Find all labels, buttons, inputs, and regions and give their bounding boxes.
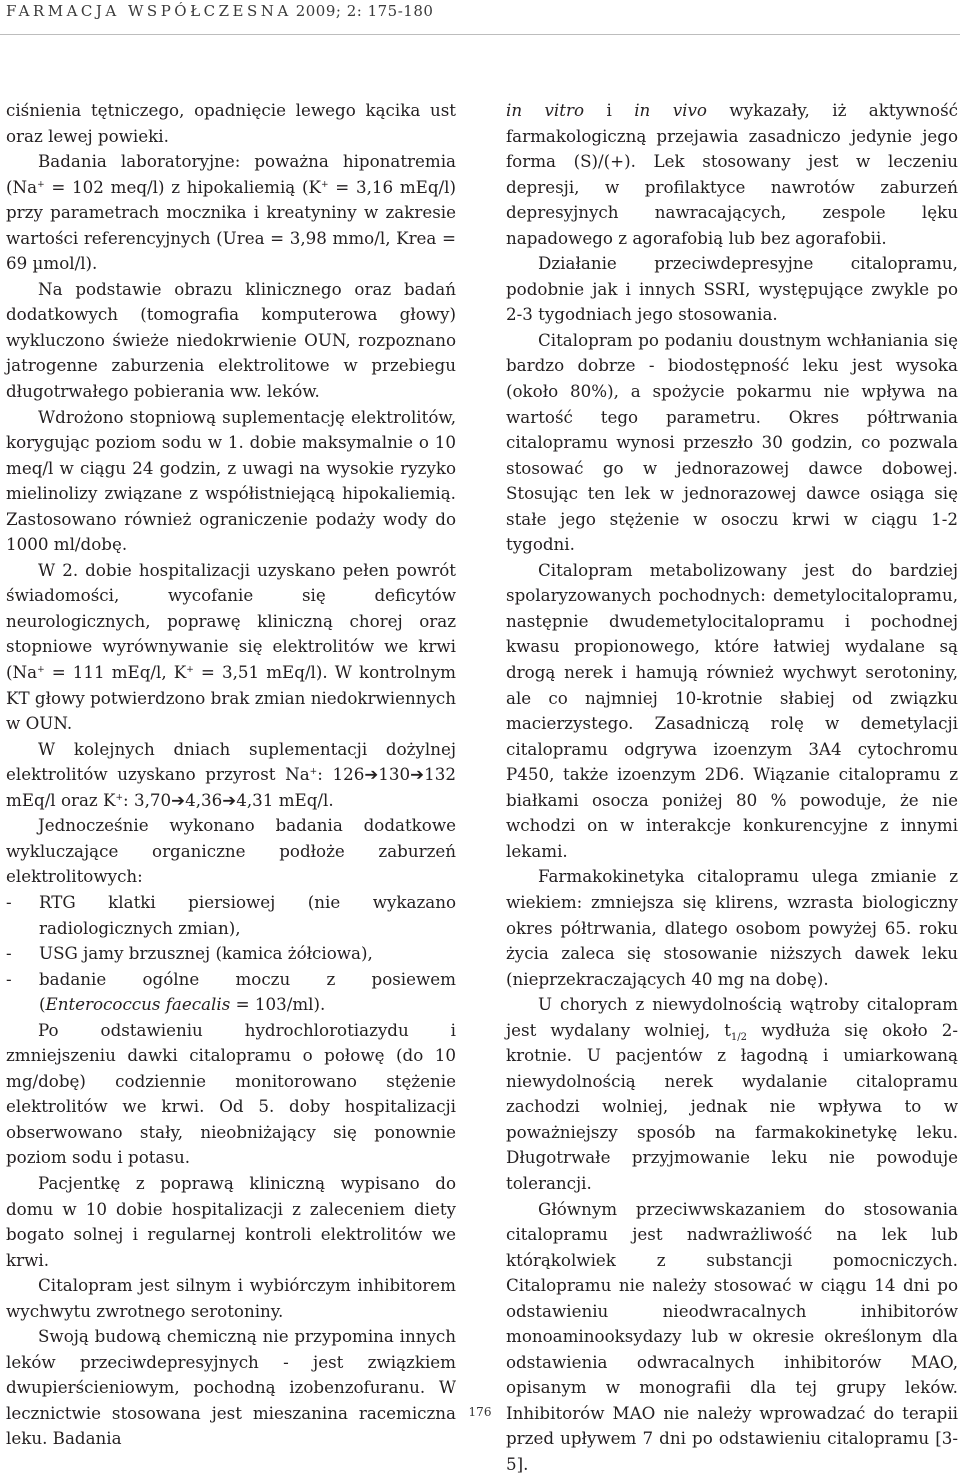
paragraph: ciśnienia tętniczego, opadnięcie lewego kącika ust oraz lewej powieki. <box>6 100 456 146</box>
list-item: - RTG klatki piersiowej (nie wykazano radiologicznych zmian), <box>6 891 456 938</box>
dash-bullet: - <box>6 968 12 989</box>
paragraph: in vitro i in vivo wykazały, iż aktywność farmakologiczną przejawia zasadniczo jedynie jego forma (S)/(+). Lek stosowany jest w leczeniu depresji, w profilaktyce nawrotów zaburzeń depresyjnych nawracających, zespole lęku napadowego z agorafobią lub bez agorafobii. <box>506 100 958 248</box>
left-column <box>6 98 456 1452</box>
list-item: - badanie ogólne moczu z posiewem (Enterococcus faecalis = 103/ml). <box>6 968 456 1015</box>
page-number: 176 <box>468 1405 492 1419</box>
dash-bullet: - <box>6 943 12 964</box>
dash-bullet: - <box>6 891 12 912</box>
paragraph: Jednocześnie wykonano badania dodatkowe wykluczające organiczne podłoże zaburzeń elektrolitowych: <box>6 815 456 887</box>
issue-citation: 2009; 2: 175-180 <box>295 2 434 20</box>
journal-title: FARMACJA WSPÓŁCZESNA <box>6 2 292 20</box>
paragraph: Działanie przeciwdepresyjne citalopramu, podobnie jak i innych SSRI, występujące zwykle po 2-3 tygodniach jego stosowania. <box>506 253 958 325</box>
paragraph-half-life: U chorych z niewydolnością wątroby citalopram jest wydalany wolniej, $t_{1/2}$ wydłuża się około 2-krotnie. U pacjentów z łagodną i umiarkowaną niewydolnością nerek wydalanie citalopramu zachodzi wolniej, jednak nie wpływa to w poważniejszy sposób na farmakokinetykę leku. Długotrwałe przyjmowanie leku nie powoduje tolerancji. <box>506 994 958 1193</box>
paragraph: Wdrożono stopniową suplementację elektrolitów, korygując poziom sodu w 1. dobie maksymalnie o 10 meq/l w ciągu 24 godzin, z uwagi na wysokie ryzyko mielinolizy związane z współistniejącą hipokaliemią. Zastosowano również ograniczenie podaży wody do 1000 ml/dobę. <box>6 406 456 555</box>
paragraph: Citalopram po podaniu doustnym wchłaniania się bardzo dobrze - biodostępność leku jest wysoka (około 80%), a spożycie pokarmu nie wpływa na wartość tego parametru. Okres półtrwania citalopramu wynosi przeszło 30 godzin, co pozwala stosować go w jednorazowej dawce dobowej. Stosując ten lek w jednorazowej dawce osiąga się stałe jego stężenie w osoczu krwi w ciągu 1-2 tygodni. <box>506 329 958 555</box>
paragraph: Farmakokinetyka citalopramu ulega zmianie z wiekiem: zmniejsza się klirens, wzrasta biologiczny okres półtrwania, dlatego osobom powyżej 65. roku życia zaleca się stosowanie niższych dawek leku (nieprzekraczających 40 mg na dobę). <box>506 866 958 989</box>
paragraph: Swoją budową chemiczną nie przypomina innych leków przeciwdepresyjnych - jest związkiem dwupierścieniowym, pochodną izobenzofuranu. W lecznictwie stosowana jest mieszanina racemiczna leku. Badania <box>6 1326 456 1449</box>
paragraph: Głównym przeciwwskazaniem do stosowania citalopramu jest nadwrażliwość na lek lub którąkolwiek z substancji pomocniczych. Citalopramu nie należy stosować w ciągu 14 dni po odstawieniu nieodwracalnych inhibitorów monoaminooksydazy lub w okresie określonym dla odstawienia odwracalnych inhibitorów MAO, opisanym w monografii dla tej grupy leków. Inhibitorów MAO nie należy wprowadzać do terapii przed upływem 7 dni po odstawieniu citalopramu [3-5]. <box>506 1198 958 1474</box>
paragraph: Citalopram metabolizowany jest do bardziej spolaryzowanych pochodnych: demetylocitalopramu, następnie dwudemetylocitalopramu i pochodnej kwasu propionowego, które łatwiej wydalane są drogą nerek i hamują również wychwyt serotoniny, ale co najmniej 10-krotnie słabiej od związku macierzystego. Zasadniczą rolę w demetylacji citalopramu odgrywa izoenzym 3A4 cytochromu P450, także izoenzym 2D6. Wiązanie citalopramu z białkami osocza poniżej 80 % powoduje, że nie wchodzi on w interakcje konkurencyjne z innymi lekami. <box>506 559 958 861</box>
paragraph: Na podstawie obrazu klinicznego oraz badań dodatkowych (tomografia komputerowa głowy) wykluczono świeże niedokrwienie OUN, rozpoznano jatrogenne zaburzenia elektrolitowe w przebiegu długotrwałego pobierania ww. leków. <box>6 278 456 402</box>
paragraph-electrolyte-increase: W kolejnych dniach suplementacji dożylnej elektrolitów uzyskano przyrost Na+: 126➔130➔132 mEq/l oraz K+: 3,70➔4,36➔4,31 mEq/l. <box>6 738 456 810</box>
list-item: - USG jamy brzusznej (kamica żółciowa), <box>6 941 456 967</box>
paragraph-day-two: W 2. dobie hospitalizacji uzyskano pełen powrót świadomości, wycofanie się deficytów neurologicznych, poprawę kliniczną chorej oraz stopniowe wyrównywanie się elektrolitów we krwi (Na+ = 111 mEq/l, K+ = 3,51 mEq/l). W kontrolnym KT głowy potwierdzono brak zmian niedokrwiennych w OUN. <box>6 559 456 734</box>
paragraph: Pacjentkę z poprawą kliniczną wypisano do domu w 10 dobie hospitalizacji z zaleceniem diety bogato solnej i regularnej kontroli elektrolitów we krwi. <box>6 1172 456 1270</box>
paragraph: Citalopram jest silnym i wybiórczym inhibitorem wychwytu zwrotnego serotoniny. <box>6 1275 456 1321</box>
paragraph: Po odstawieniu hydrochlorotiazydu i zmniejszeniu dawki citalopramu o połowę (do 10 mg/dobę) codziennie monitorowano stężenie elektrolitów we krwi. Od 5. doby hospitalizacji obserwowano stały, nieobniżający się ponownie poziom sodu i potasu. <box>6 1019 456 1168</box>
running-header <box>6 2 433 20</box>
paragraph-lab-results: Badania laboratoryjne: poważna hiponatremia (Na+ = 102 meq/l) z hipokaliemią (K+ = 3,16 mEq/l) przy parametrach mocznika i kreatyniny w zakresie wartości referencyjnych (Urea = 3,98 mmo/l, Krea = 69 µmol/l). <box>6 151 456 274</box>
right-column <box>506 98 958 1478</box>
header-rule <box>0 34 960 35</box>
